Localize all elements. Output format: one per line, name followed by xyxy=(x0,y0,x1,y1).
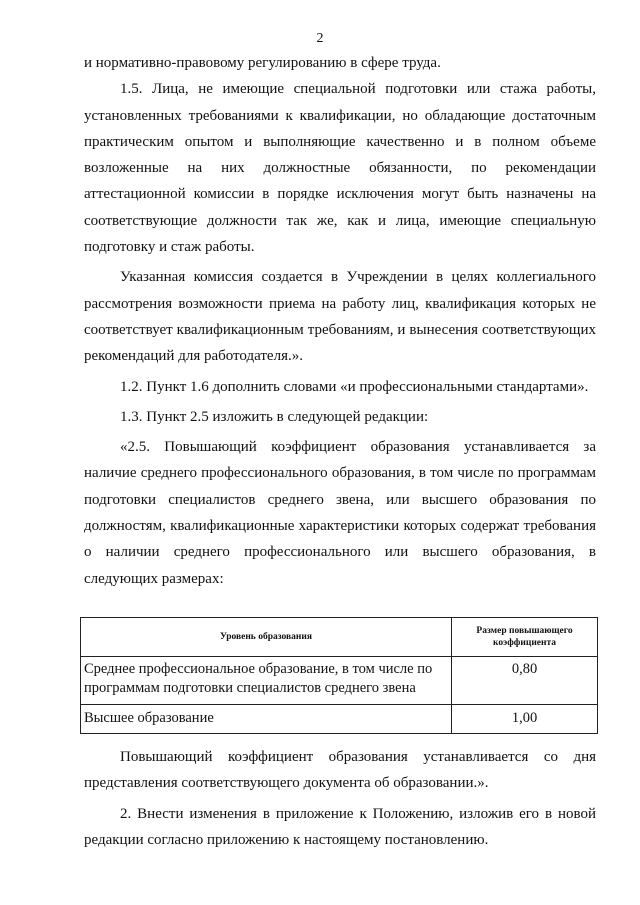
paragraph-item-1-5: 1.5. Лица, не имеющие специальной подготовки или стажа работы, установленных требованиями к квалификации, но обладающие достаточным практическим опытом и выполняющие качественно и в полном объеме возложенные на них должностные обязанности, по рекомендации аттестационной комиссии в порядке исключения могут быть назначены на соответствующие должности так же, как и лица, имеющие специальную подготовку и стаж работы. xyxy=(84,81,596,256)
table-row xyxy=(81,657,598,705)
document-body-top xyxy=(84,50,596,592)
paragraph-item-2: 2. Внести изменения в приложение к Положению, изложив его в новой редакции согласно приложению к настоящему постановлению. xyxy=(84,805,596,848)
table-row xyxy=(81,705,598,734)
coefficient-table xyxy=(80,617,598,734)
paragraph-continuation: и нормативно-правовому регулированию в сфере труда. xyxy=(84,55,441,71)
page-number: 2 xyxy=(316,31,324,46)
table-cell-value: 0,80 xyxy=(452,657,598,705)
table-header-row xyxy=(81,618,598,657)
table-cell-value: 1,00 xyxy=(452,705,598,734)
paragraph-item-2-5: «2.5. Повышающий коэффициент образования устанавливается за наличие среднего профессионального образования, в том числе по программам подготовки специалистов среднего звена, или высшего образования по должностям, квалификационные характеристики которых содержат требования о наличии среднего профессионального или высшего образования, в следующих размерах: xyxy=(84,439,596,587)
table-header-level: Уровень образования xyxy=(81,618,452,657)
table-header-coefficient: Размер повышающего коэффициента xyxy=(452,618,598,657)
paragraph-commission: Указанная комиссия создается в Учреждении в целях коллегиального рассмотрения возможности приема на работу лиц, квалификация которых не соответствует квалификационным требованиям, и вынесения соответствующих рекомендаций для работодателя.». xyxy=(84,269,596,365)
document-body-bottom xyxy=(84,744,596,853)
table-cell-level: Среднее профессиональное образование, в том числе по программам подготовки специалистов среднего звена xyxy=(81,657,452,705)
paragraph-coefficient-date: Повышающий коэффициент образования устанавливается со дня представления соответствующего документа об образовании.». xyxy=(84,749,596,792)
paragraph-item-1-2: 1.2. Пункт 1.6 дополнить словами «и профессиональными стандартами». xyxy=(120,378,589,395)
paragraph-item-1-3: 1.3. Пункт 2.5 изложить в следующей редакции: xyxy=(120,408,429,425)
table-cell-level: Высшее образование xyxy=(81,705,452,734)
